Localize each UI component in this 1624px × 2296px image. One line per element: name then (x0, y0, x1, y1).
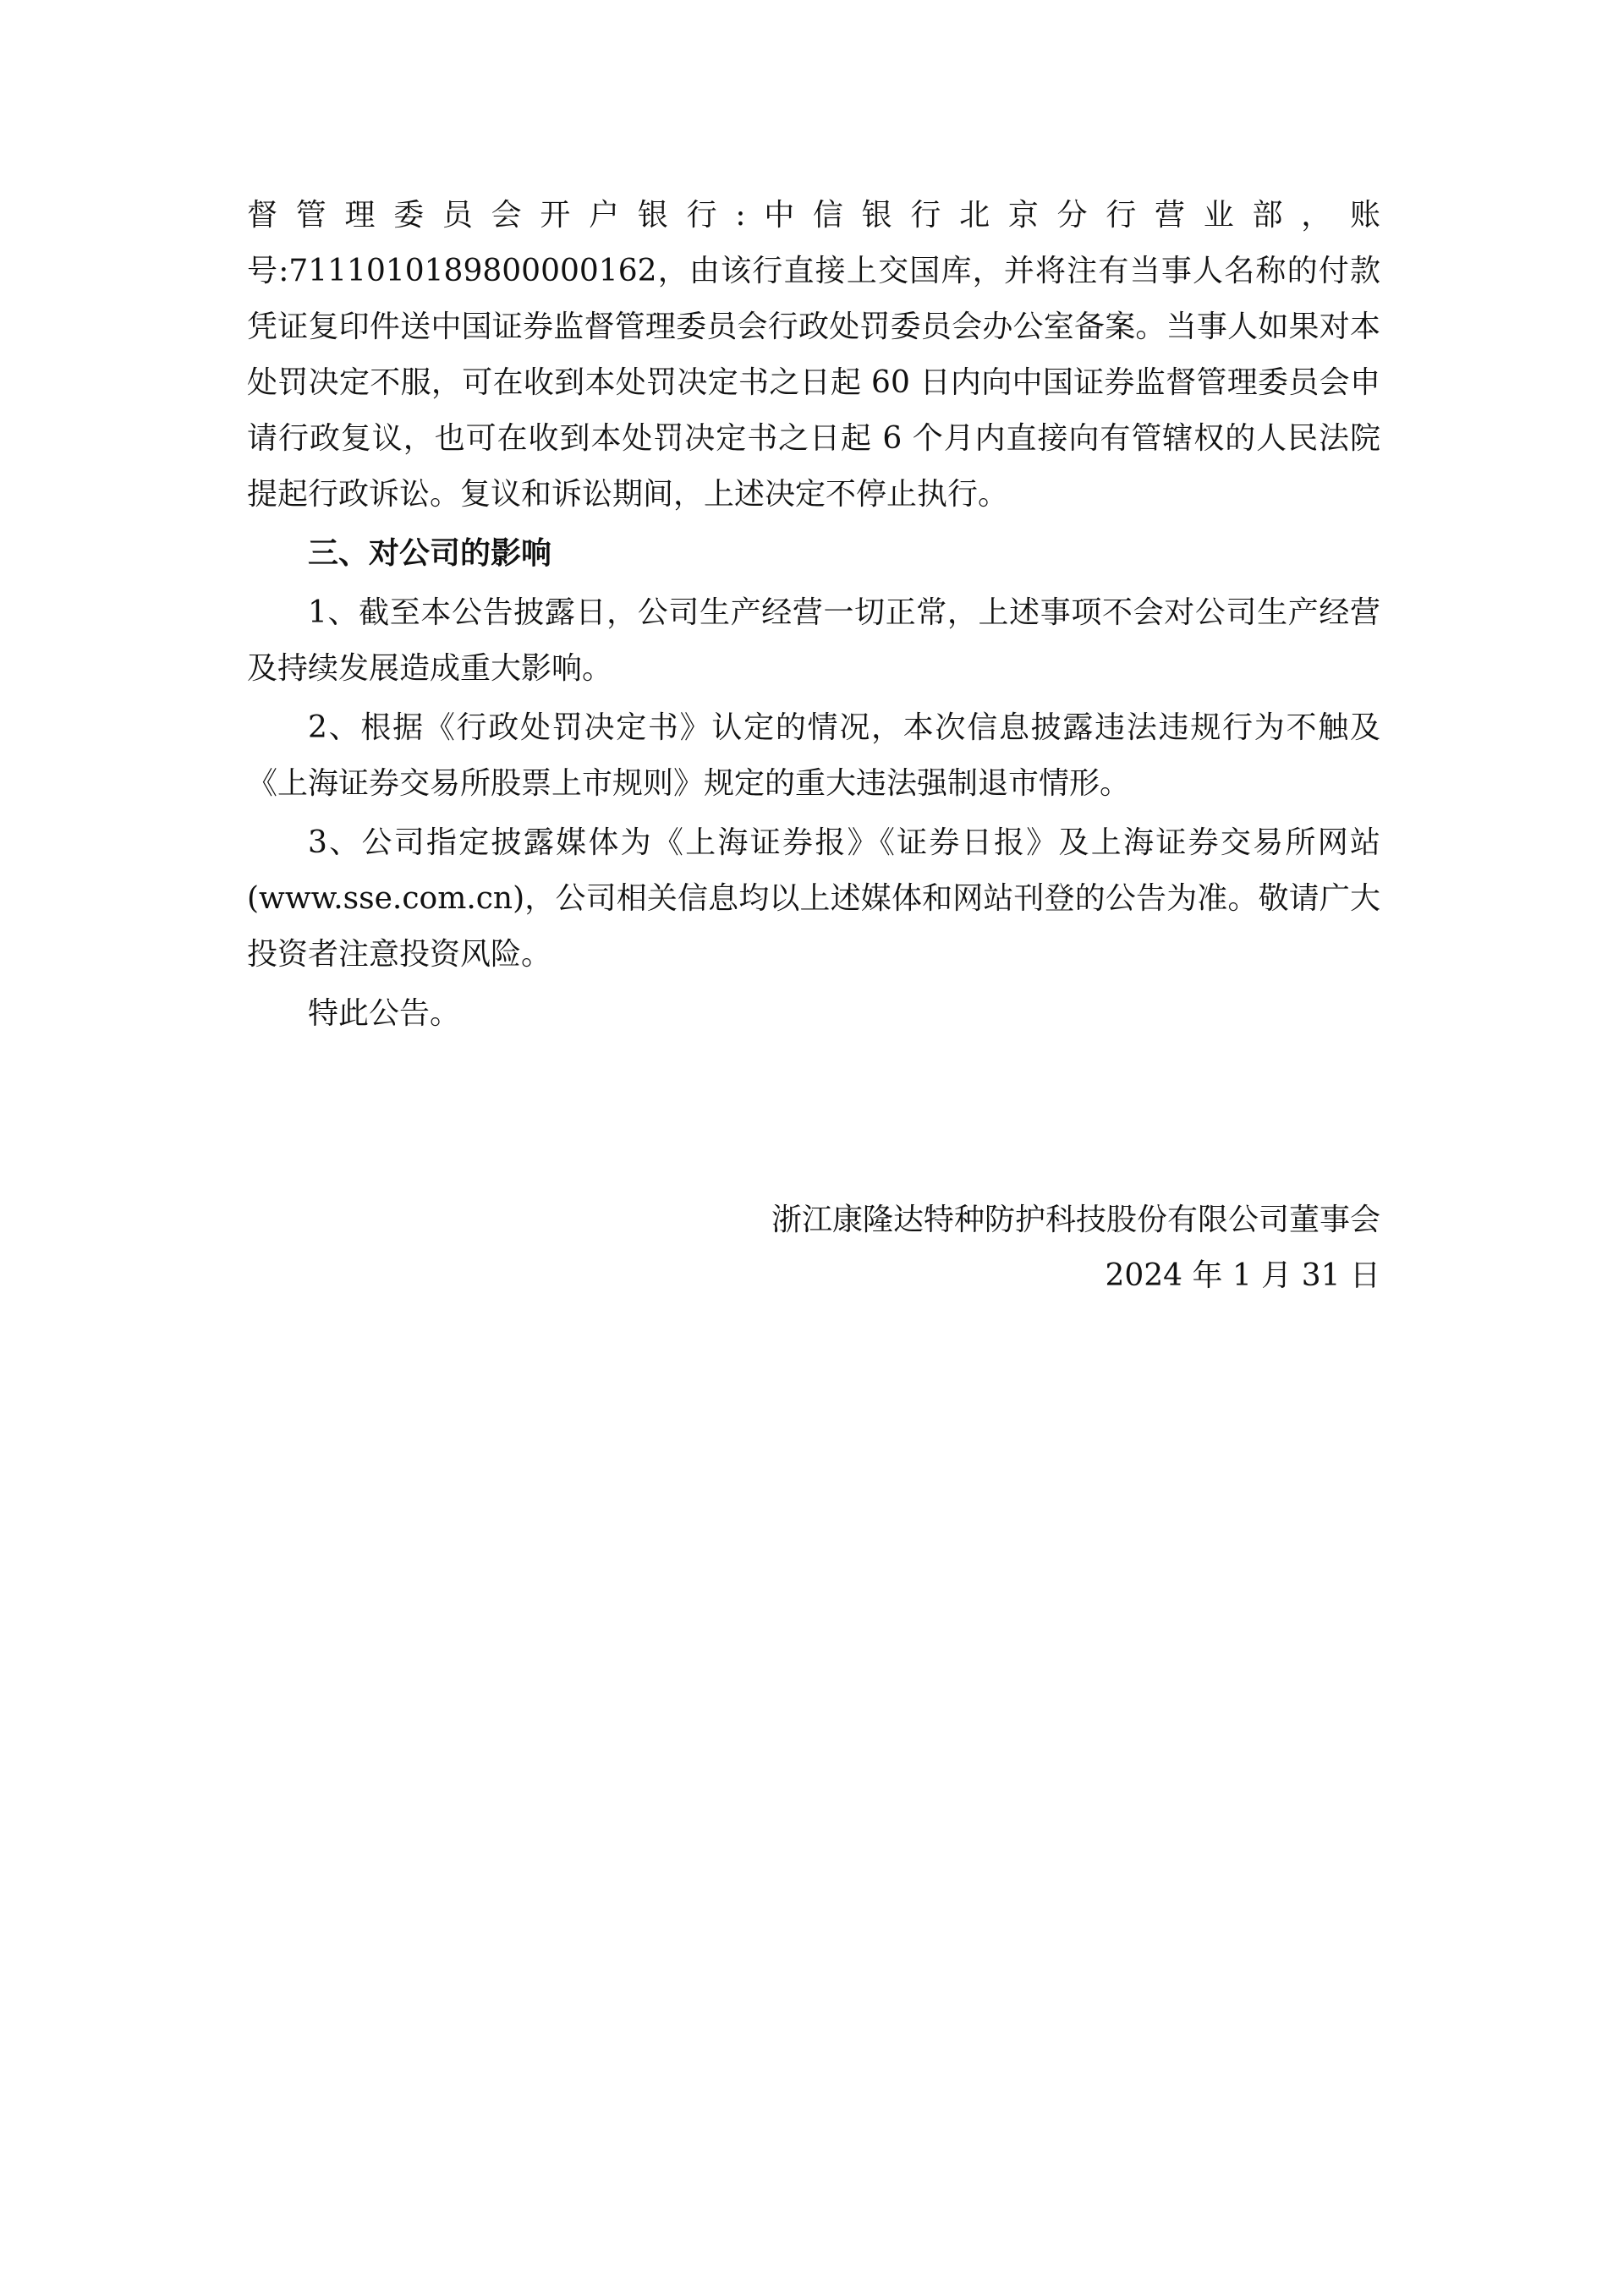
list-item-2: 2、根据《行政处罚决定书》认定的情况，本次信息披露违法违规行为不触及《上海证券交易所股票上市规则》规定的重大违法强制退市情形。 (247, 710, 1380, 801)
document-page (247, 188, 1380, 1293)
section-heading: 三、对公司的影响 (308, 536, 552, 571)
list-item-3: 3、公司指定披露媒体为《上海证券报》《证券日报》及上海证券交易所网站(www.sse.com.cn)，公司相关信息均以上述媒体和网站刊登的公告为准。敬请广大投资者注意投资风险。 (247, 825, 1380, 972)
body-paragraph-continued: 督管理委员会开户银行:中信银行北京分行营业部，账号:7111010189800000162，由该行直接上交国库，并将注有当事人名称的付款凭证复印件送中国证券监督管理委员会行政处罚委员会办公室备案。当事人如果对本处罚决定不服，可在收到本处罚决定书之日起 60 日内向中国证券监督管理委员会申请行政复议，也可在收到本处罚决定书之日起 6 个月内直接向有管辖权的人民法院提起行政诉讼。复议和诉讼期间，上述决定不停止执行。 (247, 198, 1380, 512)
signature-date: 2024 年 1 月 31 日 (1105, 1258, 1380, 1293)
closing-statement: 特此公告。 (308, 996, 461, 1031)
list-item-1: 1、截至本公告披露日，公司生产经营一切正常，上述事项不会对公司生产经营及持续发展造成重大影响。 (247, 595, 1380, 686)
signature-company: 浙江康隆达特种防护科技股份有限公司董事会 (771, 1203, 1380, 1237)
